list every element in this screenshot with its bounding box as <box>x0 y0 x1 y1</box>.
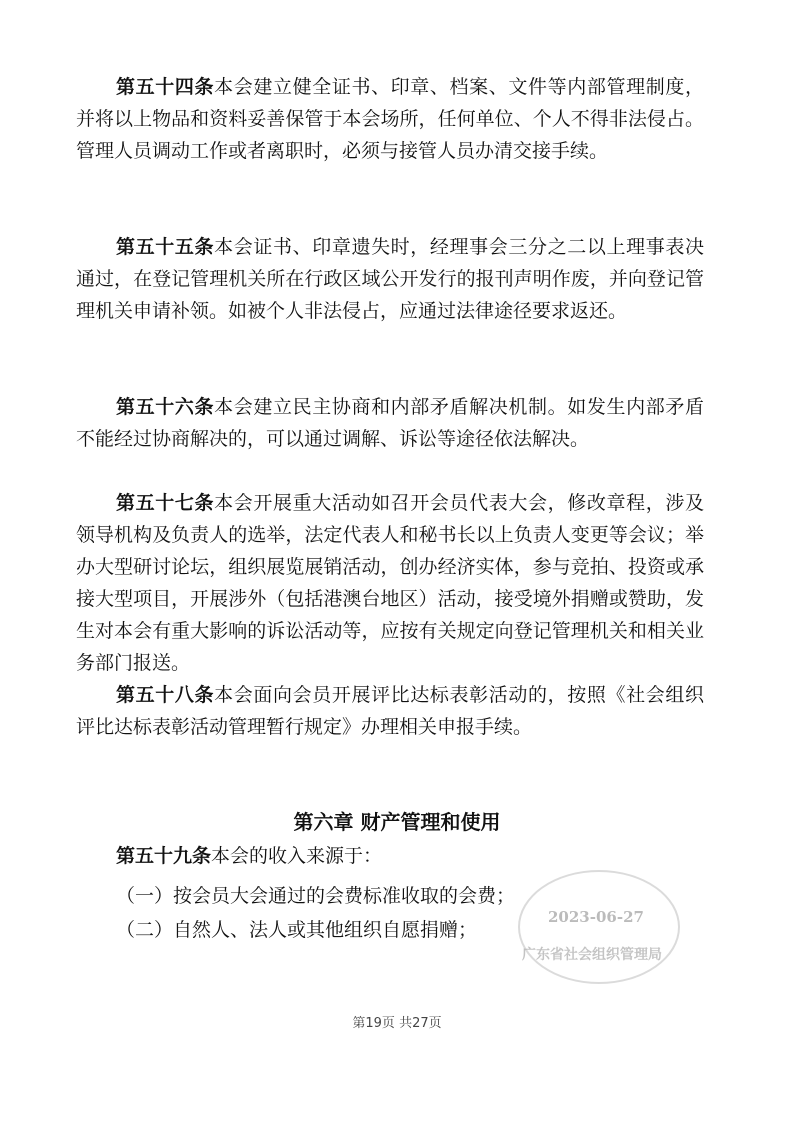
official-seal <box>518 870 680 984</box>
chapter-title: 第六章 财产管理和使用 <box>293 810 501 834</box>
article-heading: 第五十七条 <box>116 492 215 514</box>
article-heading: 第五十九条 <box>116 845 212 867</box>
page-footer: 第19页 共27页 <box>352 1016 442 1031</box>
article-57 <box>76 487 704 679</box>
list-item: （二）自然人、法人或其他组织自愿捐赠； <box>116 919 478 941</box>
article-body: 本会建立健全证书、印章、档案、文件等内部管理制度，并将以上物品和资料妥善保管于本会场所，任何单位、个人不得非法侵占。管理人员调动工作或者离职时，必须与接管人员办清交接手续。 <box>76 76 704 162</box>
article-body: 本会证书、印章遗失时，经理事会三分之二以上理事表决通过，在登记管理机关所在行政区域公开发行的报刊声明作废，并向登记管理机关申请补领。如被个人非法侵占，应通过法律途径要求返还。 <box>76 236 704 322</box>
article-body: 本会的收入来源于： <box>211 845 383 867</box>
seal-date: 2023-06-27 <box>548 908 644 926</box>
article-body: 本会建立民主协商和内部矛盾解决机制。如发生内部矛盾不能经过协商解决的，可以通过调解、诉讼等途径依法解决。 <box>76 396 704 450</box>
article-54 <box>76 71 704 167</box>
article-heading: 第五十四条 <box>116 76 215 98</box>
article-55 <box>76 231 704 327</box>
list-item: （一）按会员大会通过的会费标准收取的会费； <box>116 885 516 907</box>
seal-organization: 广东省社会组织管理局 <box>522 947 662 963</box>
article-58 <box>76 679 704 743</box>
article-heading: 第五十六条 <box>116 396 215 418</box>
article-heading: 第五十八条 <box>116 684 215 706</box>
article-heading: 第五十五条 <box>116 236 215 258</box>
article-body: 本会面向会员开展评比达标表彰活动的，按照《社会组织评比达标表彰活动管理暂行规定》办理相关申报手续。 <box>76 684 704 738</box>
article-59 <box>116 840 382 872</box>
article-56 <box>76 391 704 455</box>
article-body: 本会开展重大活动如召开会员代表大会，修改章程，涉及领导机构及负责人的选举，法定代表人和秘书长以上负责人变更等会议；举办大型研讨论坛，组织展览展销活动，创办经济实体，参与竞拍、投资或承接大型项目，开展涉外（包括港澳台地区）活动，接受境外捐赠或赞助，发生对本会有重大影响的诉讼活动等，应按有关规定向登记管理机关和相关业务部门报送。 <box>76 492 704 674</box>
